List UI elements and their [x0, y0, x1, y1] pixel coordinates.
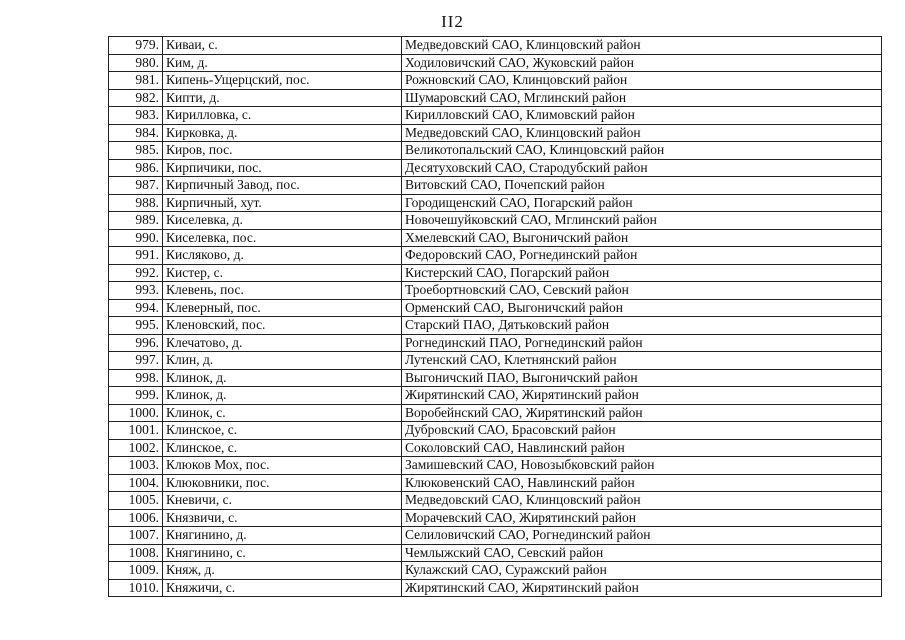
table-row: [109, 142, 882, 160]
table-row: [109, 54, 882, 72]
administration-cell: Медведовский САО, Клинцовский район: [402, 37, 882, 55]
table-row: [109, 369, 882, 387]
table-row: [109, 212, 882, 230]
row-number-cell: 985.: [109, 142, 163, 160]
row-number-cell: 991.: [109, 247, 163, 265]
settlement-name-cell: Киваи, с.: [163, 37, 402, 55]
table-row: [109, 194, 882, 212]
administration-cell: Федоровский САО, Рогнединский район: [402, 247, 882, 265]
administration-cell: Орменский САО, Выгоничский район: [402, 299, 882, 317]
settlements-table: [108, 36, 882, 597]
table-row: [109, 177, 882, 195]
table-row: [109, 527, 882, 545]
table-row: [109, 404, 882, 422]
table-row: [109, 509, 882, 527]
table-row: [109, 107, 882, 125]
settlement-name-cell: Кирпичный Завод, пос.: [163, 177, 402, 195]
administration-cell: Городищенский САО, Погарский район: [402, 194, 882, 212]
administration-cell: Селиловичский САО, Рогнединский район: [402, 527, 882, 545]
administration-cell: Чемлыжский САО, Севский район: [402, 544, 882, 562]
row-number-cell: 981.: [109, 72, 163, 90]
administration-cell: Витовский САО, Почепский район: [402, 177, 882, 195]
settlement-name-cell: Клеверный, пос.: [163, 299, 402, 317]
table-row: [109, 229, 882, 247]
table-row: [109, 282, 882, 300]
settlements-table-body: [109, 37, 882, 597]
settlement-name-cell: Кневичи, с.: [163, 492, 402, 510]
settlement-name-cell: Клинок, д.: [163, 369, 402, 387]
table-row: [109, 264, 882, 282]
row-number-cell: 982.: [109, 89, 163, 107]
row-number-cell: 1008.: [109, 544, 163, 562]
settlement-name-cell: Клинское, с.: [163, 439, 402, 457]
administration-cell: Жирятинский САО, Жирятинский район: [402, 579, 882, 597]
administration-cell: Троебортновский САО, Севский район: [402, 282, 882, 300]
administration-cell: Рожновский САО, Клинцовский район: [402, 72, 882, 90]
table-row: [109, 159, 882, 177]
settlement-name-cell: Княгинино, с.: [163, 544, 402, 562]
table-row: [109, 334, 882, 352]
administration-cell: Новочешуйковский САО, Мглинский район: [402, 212, 882, 230]
settlement-name-cell: Кирпичики, пос.: [163, 159, 402, 177]
table-row: [109, 457, 882, 475]
settlement-name-cell: Кирковка, д.: [163, 124, 402, 142]
settlement-name-cell: Клинское, с.: [163, 422, 402, 440]
table-row: [109, 89, 882, 107]
table-row: [109, 579, 882, 597]
administration-cell: Дубровский САО, Брасовский район: [402, 422, 882, 440]
row-number-cell: 1010.: [109, 579, 163, 597]
settlement-name-cell: Киселевка, пос.: [163, 229, 402, 247]
table-row: [109, 474, 882, 492]
row-number-cell: 1009.: [109, 562, 163, 580]
table-row: [109, 562, 882, 580]
table-row: [109, 299, 882, 317]
row-number-cell: 990.: [109, 229, 163, 247]
administration-cell: Медведовский САО, Клинцовский район: [402, 124, 882, 142]
table-row: [109, 544, 882, 562]
settlement-name-cell: Киселевка, д.: [163, 212, 402, 230]
settlement-name-cell: Ким, д.: [163, 54, 402, 72]
row-number-cell: 1002.: [109, 439, 163, 457]
settlement-name-cell: Кирпичный, хут.: [163, 194, 402, 212]
settlement-name-cell: Кипти, д.: [163, 89, 402, 107]
settlement-name-cell: Князвичи, с.: [163, 509, 402, 527]
administration-cell: Ходиловичский САО, Жуковский район: [402, 54, 882, 72]
row-number-cell: 980.: [109, 54, 163, 72]
row-number-cell: 988.: [109, 194, 163, 212]
settlement-name-cell: Кипень-Ущерцский, пос.: [163, 72, 402, 90]
administration-cell: Великотопальский САО, Клинцовский район: [402, 142, 882, 160]
table-row: [109, 72, 882, 90]
row-number-cell: 992.: [109, 264, 163, 282]
row-number-cell: 989.: [109, 212, 163, 230]
table-row: [109, 37, 882, 55]
row-number-cell: 979.: [109, 37, 163, 55]
settlement-name-cell: Княгинино, д.: [163, 527, 402, 545]
row-number-cell: 994.: [109, 299, 163, 317]
row-number-cell: 1000.: [109, 404, 163, 422]
row-number-cell: 1001.: [109, 422, 163, 440]
row-number-cell: 995.: [109, 317, 163, 335]
administration-cell: Старский ПАО, Дятьковский район: [402, 317, 882, 335]
administration-cell: Десятуховский САО, Стародубский район: [402, 159, 882, 177]
row-number-cell: 998.: [109, 369, 163, 387]
settlement-name-cell: Клинок, с.: [163, 404, 402, 422]
row-number-cell: 1007.: [109, 527, 163, 545]
administration-cell: Воробейнский САО, Жирятинский район: [402, 404, 882, 422]
page-number: II2: [441, 12, 464, 31]
table-row: [109, 492, 882, 510]
table-row: [109, 124, 882, 142]
administration-cell: Кулажский САО, Суражский район: [402, 562, 882, 580]
administration-cell: Замишевский САО, Новозыбковский район: [402, 457, 882, 475]
row-number-cell: 987.: [109, 177, 163, 195]
settlement-name-cell: Княж, д.: [163, 562, 402, 580]
table-row: [109, 352, 882, 370]
administration-cell: Хмелевский САО, Выгоничский район: [402, 229, 882, 247]
table-row: [109, 387, 882, 405]
settlement-name-cell: Клечатово, д.: [163, 334, 402, 352]
row-number-cell: 999.: [109, 387, 163, 405]
settlement-name-cell: Клюковники, пос.: [163, 474, 402, 492]
row-number-cell: 1006.: [109, 509, 163, 527]
settlement-name-cell: Кистер, с.: [163, 264, 402, 282]
row-number-cell: 983.: [109, 107, 163, 125]
administration-cell: Морачевский САО, Жирятинский район: [402, 509, 882, 527]
row-number-cell: 984.: [109, 124, 163, 142]
administration-cell: Жирятинский САО, Жирятинский район: [402, 387, 882, 405]
row-number-cell: 1004.: [109, 474, 163, 492]
administration-cell: Медведовский САО, Клинцовский район: [402, 492, 882, 510]
administration-cell: Выгоничский ПАО, Выгоничский район: [402, 369, 882, 387]
row-number-cell: 997.: [109, 352, 163, 370]
row-number-cell: 986.: [109, 159, 163, 177]
settlement-name-cell: Княжичи, с.: [163, 579, 402, 597]
administration-cell: Кирилловский САО, Климовский район: [402, 107, 882, 125]
settlement-name-cell: Кирилловка, с.: [163, 107, 402, 125]
row-number-cell: 1003.: [109, 457, 163, 475]
settlement-name-cell: Клюков Мох, пос.: [163, 457, 402, 475]
administration-cell: Рогнединский ПАО, Рогнединский район: [402, 334, 882, 352]
administration-cell: Лутенский САО, Клетнянский район: [402, 352, 882, 370]
table-row: [109, 439, 882, 457]
row-number-cell: 996.: [109, 334, 163, 352]
administration-cell: Соколовский САО, Навлинский район: [402, 439, 882, 457]
table-row: [109, 422, 882, 440]
settlement-name-cell: Кисляково, д.: [163, 247, 402, 265]
settlement-name-cell: Клинок, д.: [163, 387, 402, 405]
settlement-name-cell: Киров, пос.: [163, 142, 402, 160]
administration-cell: Клюковенский САО, Навлинский район: [402, 474, 882, 492]
settlement-name-cell: Клин, д.: [163, 352, 402, 370]
administration-cell: Кистерский САО, Погарский район: [402, 264, 882, 282]
table-row: [109, 317, 882, 335]
administration-cell: Шумаровский САО, Мглинский район: [402, 89, 882, 107]
row-number-cell: 993.: [109, 282, 163, 300]
table-row: [109, 247, 882, 265]
settlement-name-cell: Клевень, пос.: [163, 282, 402, 300]
settlement-name-cell: Кленовский, пос.: [163, 317, 402, 335]
row-number-cell: 1005.: [109, 492, 163, 510]
